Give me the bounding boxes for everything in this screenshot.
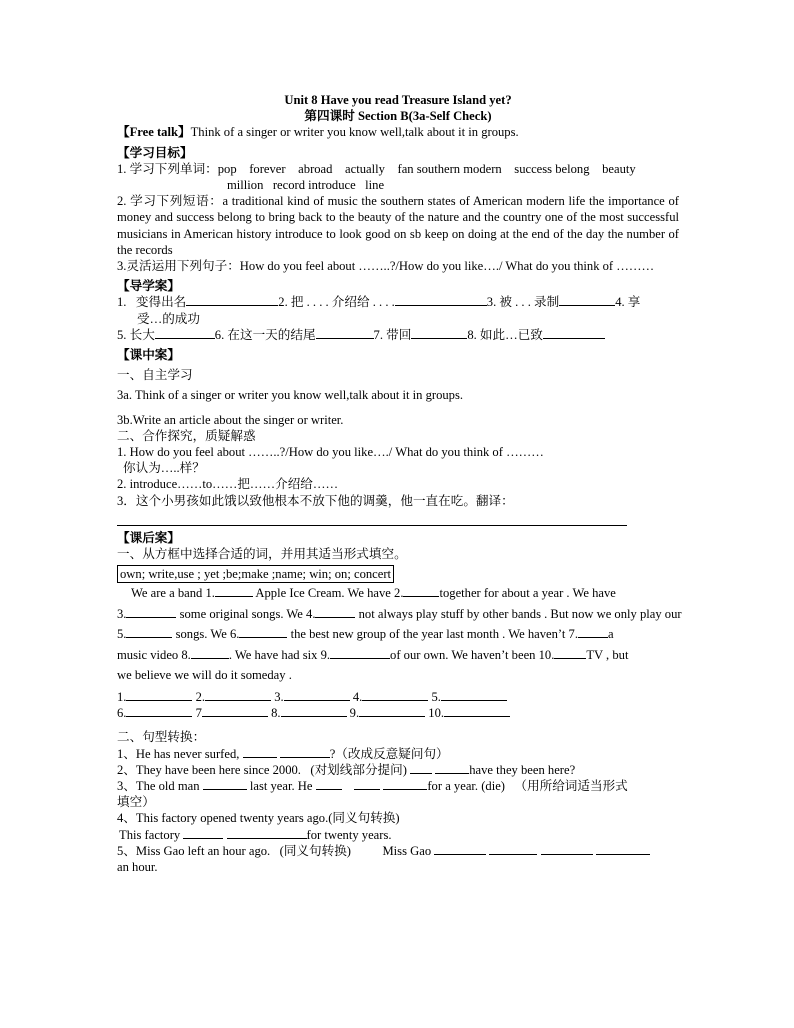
transform-text: for a year. (die) （用所给词适当形式	[427, 779, 628, 793]
answer-blank[interactable]	[126, 689, 192, 701]
cloze-blank-5[interactable]	[126, 626, 172, 638]
transform-4-answer	[117, 827, 679, 843]
answer-row-2	[117, 705, 679, 721]
answer-label: 3.	[274, 689, 284, 704]
transform-text: 1、He has never surfed,	[117, 746, 240, 761]
guide-line-1	[117, 294, 679, 310]
answer-label: 2.	[195, 689, 206, 704]
guide-item-6: 6. 在这一天的结尾	[214, 327, 316, 342]
transform-5-cont: an hour.	[117, 860, 158, 875]
goals-item-3-text: How do you feel about ……..?/How do you like…./ What do you think of ………	[239, 259, 655, 274]
transform-text: 5、Miss Gao left an hour ago. (同义句转换) Miss Gao	[117, 843, 432, 858]
guide-item-4-cont: 受…的成功	[137, 311, 200, 326]
transform-blank[interactable]	[183, 827, 223, 839]
blank[interactable]	[316, 327, 374, 339]
answer-label: 5.	[431, 689, 441, 704]
cloze-blank-3[interactable]	[126, 606, 176, 618]
cloze-line-2	[117, 604, 682, 625]
cloze-text: We are a band 1.	[131, 586, 215, 601]
transform-4: 4、This factory opened twenty years ago.(同义句转换)	[117, 811, 400, 826]
free-talk-text: Think of a singer or writer you know well,talk about it in groups.	[190, 125, 519, 140]
question-2: 2. introduce……to……把……介绍给……	[117, 477, 339, 492]
cloze-text: Apple Ice Cream. We have 2.	[252, 586, 404, 601]
transform-text: This factory	[119, 827, 181, 842]
transform-blank[interactable]	[410, 762, 432, 774]
cloze-text: 3.	[117, 606, 127, 621]
answer-blank[interactable]	[126, 705, 192, 717]
transform-blank[interactable]	[489, 843, 537, 855]
transform-text: 2、They have been here since 2000. (对划线部分提问)	[117, 762, 407, 777]
cloze-text: music video 8.	[117, 647, 191, 662]
worksheet	[117, 92, 682, 875]
answer-blank[interactable]	[202, 705, 268, 717]
transform-blank[interactable]	[267, 827, 307, 839]
goals-item-1	[117, 161, 679, 177]
cloze-text: . We have had six 9.	[228, 647, 331, 662]
transform-blank[interactable]	[596, 843, 650, 855]
guide-item-8: 8. 如此…已致	[467, 327, 543, 342]
cloze-passage	[117, 583, 682, 686]
answer-blank[interactable]	[281, 705, 347, 717]
transform-blank[interactable]	[354, 778, 380, 790]
transform-blank[interactable]	[435, 762, 469, 774]
answer-blank[interactable]	[444, 705, 510, 717]
goals-item-1-words: pop forever abroad actually fan southern modern success belong beauty	[217, 161, 636, 176]
class-section-1: 一、自主学习	[117, 368, 193, 383]
guide-item-1: 1. 变得出名	[117, 295, 187, 310]
cloze-line-1	[117, 583, 679, 604]
guide-line-2	[117, 327, 679, 343]
task-3a: 3a. Think of a singer or writer you know well,talk about it in groups.	[117, 388, 464, 403]
page-title: Unit 8 Have you read Treasure Island yet?	[284, 93, 512, 107]
answer-blank[interactable]	[362, 689, 428, 701]
answer-blank[interactable]	[441, 689, 507, 701]
answer-label: 7	[195, 706, 202, 721]
cloze-text: a	[608, 627, 614, 642]
cloze-text: not always play stuff by other bands . But now we only play our	[355, 606, 682, 621]
answer-label: 10.	[428, 706, 445, 721]
goals-item-2-text: a traditional kind of music the southern states of American modern life the importance of money and success belong to bring back to the beauty of the nature and the country one of the most successful musicians in American history introduce to look good on sb keep on doing at the end of the day the number of the records	[117, 194, 679, 257]
transform-5	[117, 843, 679, 859]
transform-blank[interactable]	[434, 843, 486, 855]
answer-label: 6.	[117, 706, 127, 721]
cloze-text: 5.	[117, 627, 127, 642]
after-section-1: 一、从方框中选择合适的词，并用其适当形式填空。	[117, 547, 407, 562]
free-talk-label: 【Free talk】	[117, 125, 191, 140]
answer-blank[interactable]	[359, 705, 425, 717]
page-subtitle: 第四课时 Section B(3a-Self Check)	[304, 109, 492, 124]
transform-text: last year. He	[249, 779, 313, 793]
cloze-text: songs. We 6.	[172, 627, 240, 642]
transform-blank[interactable]	[243, 746, 277, 758]
answer-blank[interactable]	[284, 689, 350, 701]
goals-item-1-prefix: 1. 学习下列单词：	[117, 161, 218, 176]
cloze-line-4	[117, 645, 679, 666]
cloze-text: of our own. We haven’t been 10.	[390, 647, 555, 662]
cloze-blank-7[interactable]	[578, 626, 608, 638]
cloze-blank-8[interactable]	[191, 647, 229, 659]
question-1-meaning: 你认为…..样？	[123, 461, 205, 476]
goals-item-2-prefix: 2. 学习下列短语：	[117, 194, 223, 209]
transform-blank[interactable]	[203, 778, 247, 790]
answer-label: 1.	[117, 689, 127, 704]
blank[interactable]	[411, 327, 467, 339]
blank[interactable]	[186, 294, 278, 306]
blank[interactable]	[543, 327, 605, 339]
cloze-text: TV , but	[586, 647, 629, 662]
answer-label: 8.	[271, 706, 281, 721]
cloze-line-5: we believe we will do it someday .	[117, 668, 292, 683]
translation-line[interactable]	[117, 509, 627, 526]
cloze-blank-4[interactable]	[315, 606, 355, 618]
guide-item-7: 7. 带回	[373, 327, 412, 342]
cloze-text: the best new group of the year last month . We haven’t 7.	[287, 627, 578, 642]
goals-item-3	[117, 258, 679, 274]
blank[interactable]	[395, 294, 487, 306]
guide-item-3: 3. 被 . . . 录制	[486, 295, 560, 310]
transform-blank[interactable]	[280, 746, 330, 758]
cloze-blank-2[interactable]	[403, 585, 439, 597]
goals-item-1-words-2: million record introduce line	[227, 178, 385, 193]
transform-1	[117, 746, 679, 762]
cloze-blank-10[interactable]	[554, 647, 586, 659]
word-box: own; write,use ; yet ;be;make ;name; win; on; concert	[117, 565, 394, 583]
cloze-text: together for about a year . We have	[439, 586, 616, 601]
question-1: 1. How do you feel about ……..?/How do you like…./ What do you think of ………	[117, 445, 544, 460]
answer-row-1	[117, 689, 679, 705]
transform-blank[interactable]	[316, 778, 342, 790]
goals-item-2	[117, 193, 679, 258]
guide-heading: 【导学案】	[117, 279, 180, 294]
goals-heading: 【学习目标】	[117, 145, 193, 160]
cloze-text: some original songs. We 4.	[176, 606, 316, 621]
after-heading: 【课后案】	[117, 530, 180, 545]
class-heading: 【课中案】	[117, 348, 180, 363]
transform-2	[117, 762, 679, 778]
guide-item-2: 2. 把 . . . . 介绍给 . . . .	[278, 295, 395, 310]
answer-grid	[117, 689, 679, 721]
answer-label: 4.	[352, 689, 363, 704]
transform-text: have they been here?	[469, 762, 576, 777]
transform-text: ?（改成反意疑问句）	[329, 746, 449, 761]
free-talk	[117, 124, 679, 140]
transform-blank[interactable]	[227, 827, 267, 839]
transform-3	[117, 778, 679, 794]
cloze-blank-1[interactable]	[215, 585, 253, 597]
guide-item-4: 4. 享	[615, 295, 641, 310]
task-3b: 3b.Write an article about the singer or writer.	[117, 412, 344, 427]
cloze-blank-6[interactable]	[239, 626, 287, 638]
answer-label: 9.	[349, 706, 360, 721]
blank[interactable]	[559, 294, 615, 306]
transform-3-cont: 填空）	[117, 795, 155, 810]
transform-blank[interactable]	[383, 778, 427, 790]
transform-blank[interactable]	[541, 843, 593, 855]
guide-item-5: 5. 长大	[117, 327, 155, 342]
cloze-blank-9[interactable]	[330, 647, 390, 659]
cloze-line-3	[117, 624, 679, 645]
after-section-2: 二、句型转换：	[117, 730, 206, 745]
answer-blank[interactable]	[205, 689, 271, 701]
question-3: 3．这个小男孩如此饿以致他根本不放下他的调羹，他一直在吃。翻译：	[117, 493, 514, 508]
transform-text: 3、The old man	[117, 779, 200, 793]
transform-text: for twenty years.	[306, 827, 392, 842]
goals-item-3-prefix: 3.灵活运用下列句子：	[117, 259, 240, 274]
blank[interactable]	[155, 327, 215, 339]
class-section-2: 二、合作探究，质疑解惑	[117, 428, 256, 443]
